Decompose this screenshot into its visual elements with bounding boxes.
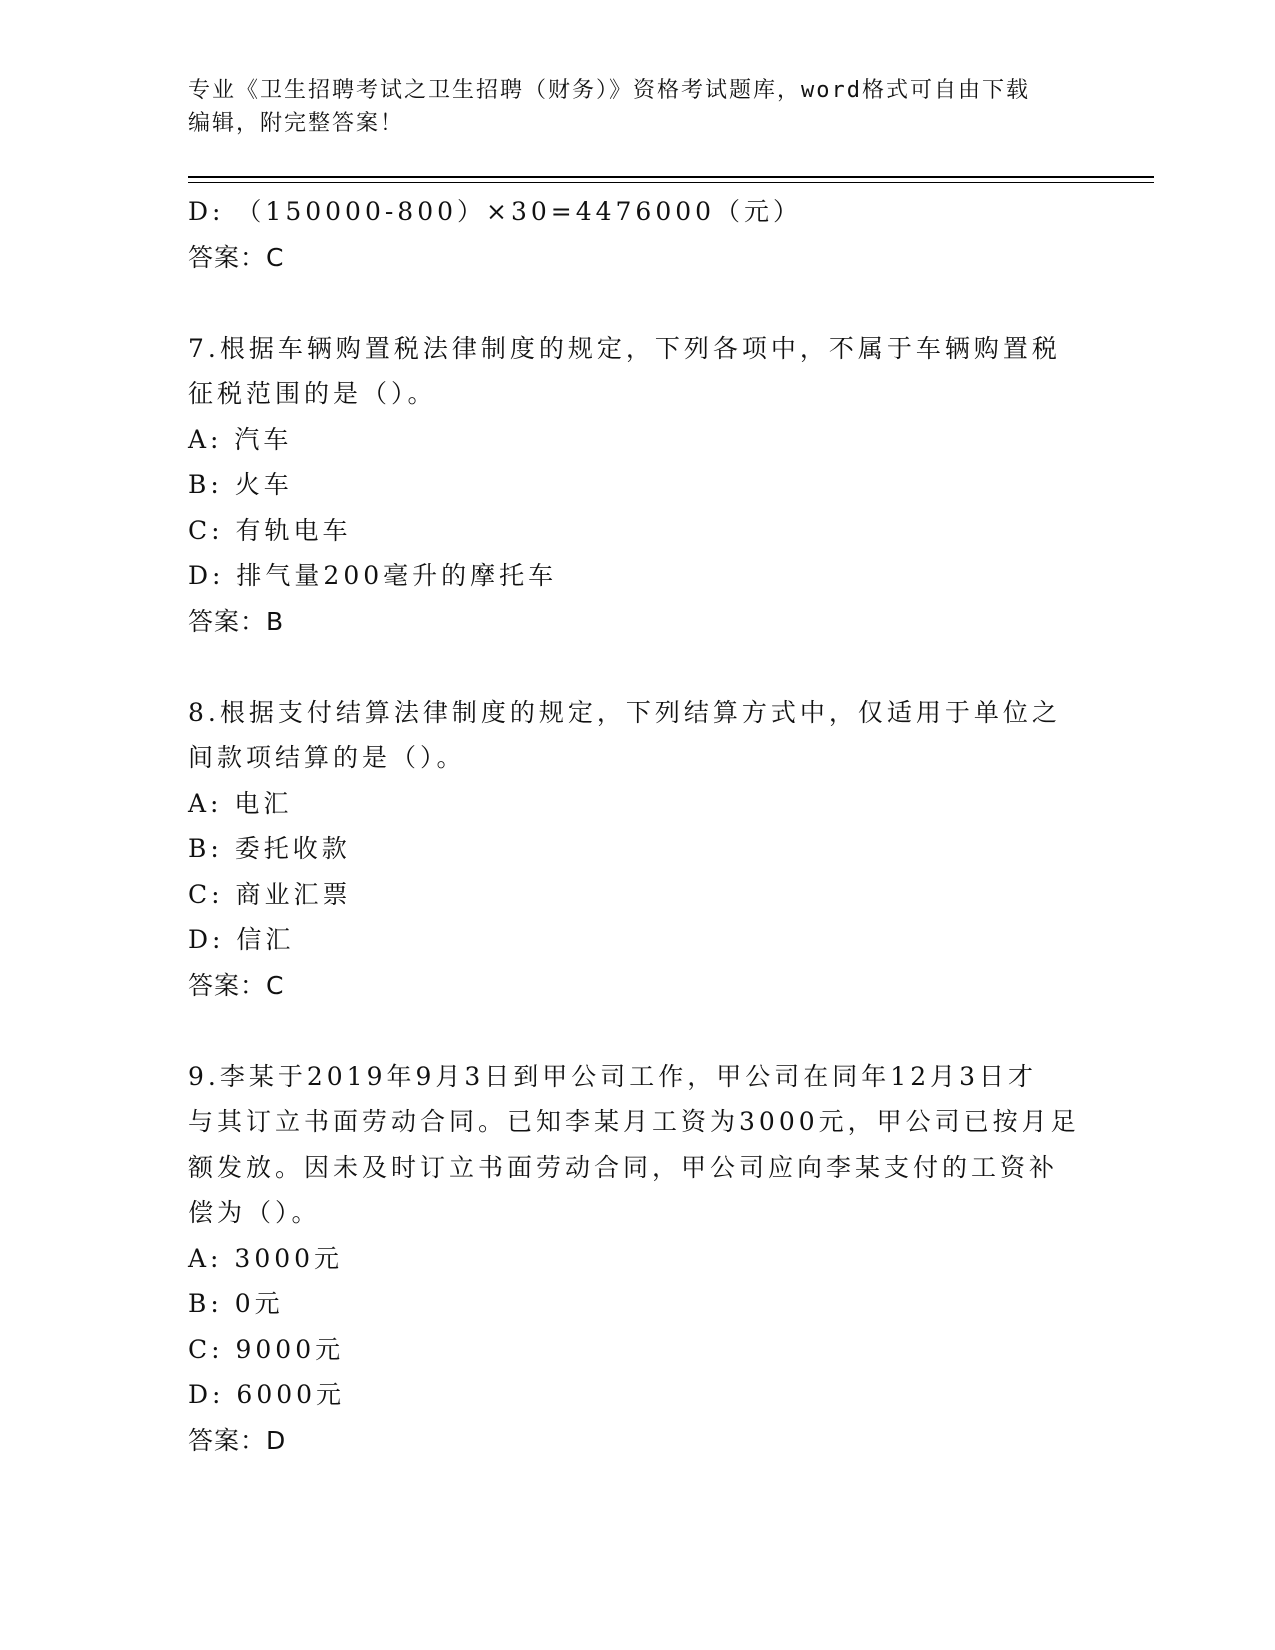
option-c: C: 9000元 bbox=[188, 1334, 345, 1364]
option-d: D: 信汇 bbox=[188, 925, 295, 954]
question-stem-line: 额发放。因未及时订立书面劳动合同，甲公司应向李某支付的工资补 bbox=[188, 1152, 1059, 1182]
question-7 bbox=[188, 326, 1088, 645]
spacer bbox=[188, 644, 1088, 690]
answer: 答案：D bbox=[188, 1425, 287, 1455]
question-stem-line: 7.根据车辆购置税法律制度的规定，下列各项中，不属于车辆购置税 bbox=[188, 333, 1061, 363]
answer: 答案：C bbox=[188, 242, 285, 272]
question-stem-line: 间款项结算的是（）。 bbox=[188, 743, 466, 772]
question-stem-line: 偿为（）。 bbox=[188, 1198, 321, 1227]
option-b: B: 0元 bbox=[188, 1289, 284, 1318]
option-b: B: 火车 bbox=[188, 470, 293, 499]
question-stem-line: 与其订立书面劳动合同。已知李某月工资为3000元，甲公司已按月足 bbox=[188, 1107, 1080, 1136]
header-line-2: 编辑，附完整答案！ bbox=[188, 111, 405, 136]
option-c: C: 有轨电车 bbox=[188, 515, 352, 545]
header-line-1: 专业《卫生招聘考试之卫生招聘（财务）》资格考试题库，word格式可自由下载 bbox=[188, 78, 1030, 103]
spacer bbox=[188, 280, 1088, 326]
option-d: D: 6000元 bbox=[188, 1380, 346, 1409]
option-a: A: 电汇 bbox=[188, 788, 293, 818]
question-stem-line: 9.李某于2019年9月3日到甲公司工作，甲公司在同年12月3日才 bbox=[188, 1061, 1038, 1091]
option-a: A: 3000元 bbox=[188, 1243, 344, 1273]
header-rule-thin bbox=[188, 182, 1154, 183]
option-d: D: 排气量200毫升的摩托车 bbox=[188, 561, 558, 590]
document-header bbox=[188, 74, 1068, 140]
option-d: D: （150000-800）×30=4476000（元） bbox=[188, 197, 803, 226]
option-b: B: 委托收款 bbox=[188, 834, 351, 863]
question-8 bbox=[188, 690, 1088, 1009]
question-stem-line: 8.根据支付结算法律制度的规定，下列结算方式中，仅适用于单位之 bbox=[188, 697, 1061, 727]
option-c: C: 商业汇票 bbox=[188, 879, 352, 909]
header-rule-thick bbox=[188, 176, 1154, 178]
previous-question-tail bbox=[188, 189, 1088, 280]
answer: 答案：B bbox=[188, 606, 285, 636]
question-stem-line: 征税范围的是（）。 bbox=[188, 379, 437, 408]
question-9 bbox=[188, 1054, 1088, 1464]
answer: 答案：C bbox=[188, 970, 285, 1000]
spacer bbox=[188, 1008, 1088, 1054]
question-list bbox=[188, 189, 1088, 1463]
option-a: A: 汽车 bbox=[188, 424, 293, 454]
